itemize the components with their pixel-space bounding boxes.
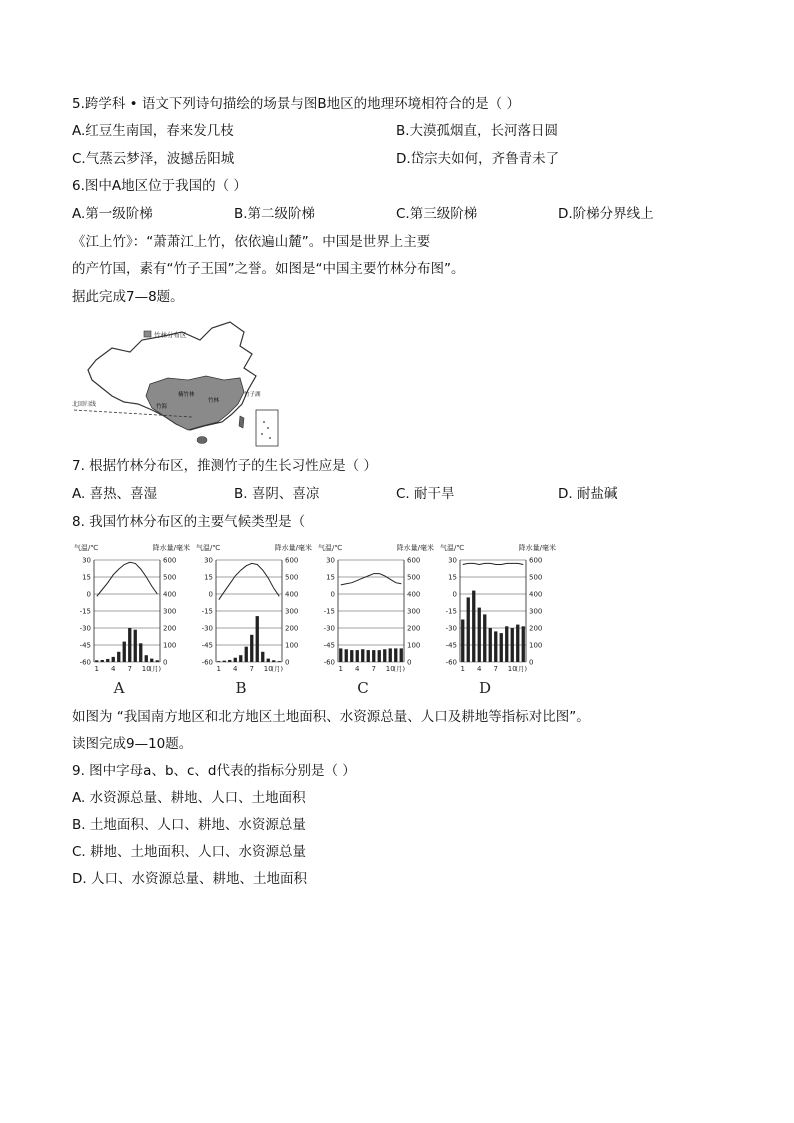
- temp-tick-label: 30: [326, 556, 335, 565]
- precip-bar: [101, 660, 104, 662]
- precip-tick-label: 300: [407, 607, 421, 616]
- precip-tick-label: 600: [285, 556, 299, 565]
- precip-tick-label: 0: [285, 658, 290, 667]
- precip-bar: [511, 628, 514, 662]
- precip-tick-label: 500: [407, 573, 421, 582]
- precip-bar: [339, 648, 342, 662]
- temp-tick-label: -45: [79, 641, 91, 650]
- temp-tick-label: -60: [201, 658, 213, 667]
- precip-bar: [117, 652, 120, 662]
- precip-tick-label: 0: [529, 658, 534, 667]
- precip-bar: [134, 630, 137, 662]
- precip-axis-label: 降水量/毫米: [274, 544, 312, 552]
- precip-bar: [361, 649, 364, 662]
- temp-tick-label: 30: [82, 556, 91, 565]
- temp-tick-label: -15: [79, 607, 91, 616]
- precip-axis-label: 降水量/毫米: [152, 544, 190, 552]
- passage2-line2: 读图完成9—10题。: [72, 736, 193, 752]
- q7-option-a[interactable]: A. 喜热、喜湿: [72, 486, 158, 502]
- q5-option-a[interactable]: A.红豆生南国，春来发几枝: [72, 123, 234, 139]
- precip-bar: [350, 650, 353, 662]
- climate-charts-figure: [72, 540, 562, 700]
- q7-option-c[interactable]: C. 耐干旱: [396, 486, 455, 502]
- month-tick-label: 4: [233, 665, 238, 673]
- precip-bar: [267, 659, 270, 662]
- precip-tick-label: 200: [285, 624, 299, 633]
- precip-bar: [150, 659, 153, 662]
- month-tick-label: 7: [493, 665, 498, 673]
- q6-option-b[interactable]: B.第二级阶梯: [234, 206, 316, 222]
- precip-tick-label: 0: [163, 658, 168, 667]
- temp-tick-label: 0: [330, 590, 335, 599]
- precip-bar: [123, 642, 126, 662]
- precip-bar: [383, 649, 386, 662]
- precip-bar: [156, 660, 159, 662]
- precip-tick-label: 200: [529, 624, 543, 633]
- month-tick-label: 4: [111, 665, 116, 673]
- temp-tick-label: -30: [323, 624, 335, 633]
- q7-stem: 7. 根据竹林分布区，推测竹子的生长习性应是（ ）: [72, 458, 377, 474]
- precip-bar: [394, 648, 397, 662]
- precip-bar: [467, 597, 470, 662]
- month-tick-label: 4: [355, 665, 360, 673]
- precip-bar: [256, 616, 259, 662]
- precip-bar: [223, 661, 226, 662]
- q9-option-b[interactable]: B. 土地面积、人口、耕地、水资源总量: [72, 817, 306, 833]
- temp-tick-label: 0: [452, 590, 457, 599]
- q6-option-d[interactable]: D.阶梯分界线上: [558, 206, 654, 222]
- precip-tick-label: 600: [529, 556, 543, 565]
- q6-stem: 6.图中A地区位于我国的（ ）: [72, 178, 247, 194]
- chart-letter: A: [113, 679, 125, 697]
- precip-bar: [106, 659, 109, 662]
- precip-tick-label: 500: [285, 573, 299, 582]
- q7-option-d[interactable]: D. 耐盐碱: [558, 486, 618, 502]
- temp-tick-label: 0: [86, 590, 91, 599]
- legend-box-swatch: [144, 331, 151, 337]
- precip-bar: [112, 657, 115, 662]
- month-unit-label: (月): [393, 665, 405, 673]
- month-tick-label: 7: [127, 665, 132, 673]
- temp-axis-label: 气温/℃: [318, 544, 343, 552]
- q9-option-c[interactable]: C. 耕地、土地面积、人口、水资源总量: [72, 844, 307, 860]
- legend-region-label: 竹林分布区: [154, 331, 187, 339]
- precip-tick-label: 600: [407, 556, 421, 565]
- precip-bar: [478, 608, 481, 662]
- precip-bar: [367, 650, 370, 662]
- precip-bar: [400, 648, 403, 662]
- month-tick-label: 4: [477, 665, 482, 673]
- temp-axis-label: 气温/℃: [74, 544, 99, 552]
- temperature-line: [219, 563, 279, 599]
- precip-bar: [372, 650, 375, 662]
- temp-axis-label: 气温/℃: [440, 544, 465, 552]
- q5-option-b[interactable]: B.大漠孤烟直，长河落日圆: [396, 123, 559, 139]
- tropic-label: 北回归线: [72, 401, 97, 408]
- temperature-line: [463, 563, 524, 564]
- month-unit-label: (月): [271, 665, 283, 673]
- precip-tick-label: 300: [163, 607, 177, 616]
- month-unit-label: (月): [515, 665, 527, 673]
- passage2-line1: 如图为 “我国南方地区和北方地区土地面积、水资源总量、人口及耕地等指标对比图”。: [72, 709, 590, 725]
- q9-option-d[interactable]: D. 人口、水资源总量、耕地、土地面积: [72, 871, 307, 887]
- q5-stem: 5.跨学科 • 语文下列诗句描绘的场景与图B地区的地理环境相符合的是（ ）: [72, 96, 520, 112]
- precip-bar: [489, 628, 492, 662]
- month-tick-label: 1: [460, 665, 465, 673]
- precip-tick-label: 100: [407, 641, 421, 650]
- precip-tick-label: 500: [529, 573, 543, 582]
- month-tick-label: 1: [94, 665, 99, 673]
- bamboo-zone-shading: [146, 376, 244, 430]
- site-label-2: 竹海: [156, 404, 168, 410]
- temp-tick-label: -15: [445, 607, 457, 616]
- month-tick-label: 7: [249, 665, 254, 673]
- precip-bar: [217, 661, 220, 662]
- precip-bar: [272, 660, 275, 662]
- precip-bar: [250, 635, 253, 662]
- q6-option-c[interactable]: C.第三级阶梯: [396, 206, 478, 222]
- precip-bar: [239, 655, 242, 662]
- precip-bar: [522, 626, 525, 662]
- site-label-1: 楠竹林: [178, 392, 195, 398]
- precip-tick-label: 200: [163, 624, 177, 633]
- temp-tick-label: 15: [204, 573, 213, 582]
- precip-bar: [494, 631, 497, 662]
- precip-bar: [483, 614, 486, 662]
- precip-tick-label: 0: [407, 658, 412, 667]
- precip-tick-label: 300: [285, 607, 299, 616]
- precip-bar: [500, 633, 503, 662]
- precip-axis-label: 降水量/毫米: [396, 544, 434, 552]
- precip-bar: [228, 660, 231, 662]
- precip-tick-label: 100: [529, 641, 543, 650]
- temp-tick-label: -60: [323, 658, 335, 667]
- precip-tick-label: 400: [163, 590, 177, 599]
- precip-bar: [472, 591, 475, 662]
- month-unit-label: (月): [149, 665, 161, 673]
- precip-bar: [95, 660, 98, 662]
- precip-bar: [145, 655, 148, 662]
- q9-stem: 9. 图中字母a、b、c、d代表的指标分别是（ ）: [72, 763, 356, 779]
- chart-letter: D: [478, 679, 492, 697]
- precip-axis-label: 降水量/毫米: [518, 544, 556, 552]
- bamboo-distribution-map: [72, 318, 280, 448]
- temp-tick-label: -30: [201, 624, 213, 633]
- site-label-4: 竹子湖: [244, 392, 261, 398]
- precip-tick-label: 100: [163, 641, 177, 650]
- temp-tick-label: -15: [323, 607, 335, 616]
- temp-tick-label: -15: [201, 607, 213, 616]
- south-china-sea-inset: [256, 410, 278, 446]
- passage1-line1: 《江上竹》：“萧萧江上竹，依依遍山麓”。中国是世界上主要: [72, 234, 431, 250]
- precip-bar: [245, 647, 248, 662]
- month-tick-label: 10: [507, 665, 517, 673]
- precip-tick-label: 400: [529, 590, 543, 599]
- temp-tick-label: 15: [82, 573, 91, 582]
- q5-option-d[interactable]: D.岱宗夫如何，齐鲁青未了: [396, 151, 560, 167]
- precip-bar: [505, 626, 508, 662]
- precip-tick-label: 600: [163, 556, 177, 565]
- precip-tick-label: 200: [407, 624, 421, 633]
- temp-tick-label: 15: [326, 573, 335, 582]
- precip-tick-label: 500: [163, 573, 177, 582]
- taiwan-island: [239, 416, 244, 428]
- temp-tick-label: 15: [448, 573, 457, 582]
- month-tick-label: 10: [141, 665, 151, 673]
- temp-tick-label: 30: [204, 556, 213, 565]
- temperature-line: [341, 574, 402, 585]
- precip-bar: [278, 661, 281, 662]
- q8-stem: 8. 我国竹林分布区的主要气候类型是（: [72, 514, 306, 530]
- month-tick-label: 10: [385, 665, 395, 673]
- china-map-figure: [72, 318, 280, 448]
- temp-tick-label: -30: [79, 624, 91, 633]
- temperature-line: [97, 562, 158, 596]
- q5-option-c[interactable]: C.气蒸云梦泽，波撼岳阳城: [72, 151, 235, 167]
- precip-bar: [516, 625, 519, 662]
- hainan-island: [197, 437, 207, 444]
- passage1-line2: 的产竹国，素有“竹子王国”之誉。如图是“中国主要竹林分布图”。: [72, 261, 465, 277]
- precip-bar: [139, 643, 142, 662]
- temp-tick-label: -45: [445, 641, 457, 650]
- precip-tick-label: 400: [407, 590, 421, 599]
- precip-tick-label: 400: [285, 590, 299, 599]
- precip-bar: [461, 620, 464, 663]
- month-tick-label: 10: [263, 665, 273, 673]
- temp-tick-label: -60: [79, 658, 91, 667]
- chart-letter: B: [235, 679, 247, 697]
- month-tick-label: 1: [216, 665, 221, 673]
- precip-bar: [261, 652, 264, 662]
- precip-tick-label: 100: [285, 641, 299, 650]
- temp-tick-label: -45: [323, 641, 335, 650]
- precip-bar: [389, 648, 392, 662]
- temp-tick-label: -60: [445, 658, 457, 667]
- precip-bar: [378, 650, 381, 662]
- month-tick-label: 7: [371, 665, 376, 673]
- q7-option-b[interactable]: B. 喜阴、喜凉: [234, 486, 320, 502]
- month-tick-label: 1: [338, 665, 343, 673]
- chart-letter: C: [357, 679, 369, 697]
- q6-option-a[interactable]: A.第一级阶梯: [72, 206, 153, 222]
- precip-bar: [128, 628, 131, 662]
- temp-tick-label: 0: [208, 590, 213, 599]
- precip-bar: [356, 650, 359, 662]
- temp-tick-label: -30: [445, 624, 457, 633]
- temp-tick-label: -45: [201, 641, 213, 650]
- precip-bar: [345, 649, 348, 662]
- temp-axis-label: 气温/℃: [196, 544, 221, 552]
- passage1-line3: 据此完成7—8题。: [72, 289, 184, 305]
- site-label-3: 竹林: [208, 398, 220, 404]
- precip-bar: [234, 658, 237, 662]
- precip-tick-label: 300: [529, 607, 543, 616]
- q9-option-a[interactable]: A. 水资源总量、耕地、人口、土地面积: [72, 790, 306, 806]
- climate-charts-svg: [72, 540, 562, 700]
- temp-tick-label: 30: [448, 556, 457, 565]
